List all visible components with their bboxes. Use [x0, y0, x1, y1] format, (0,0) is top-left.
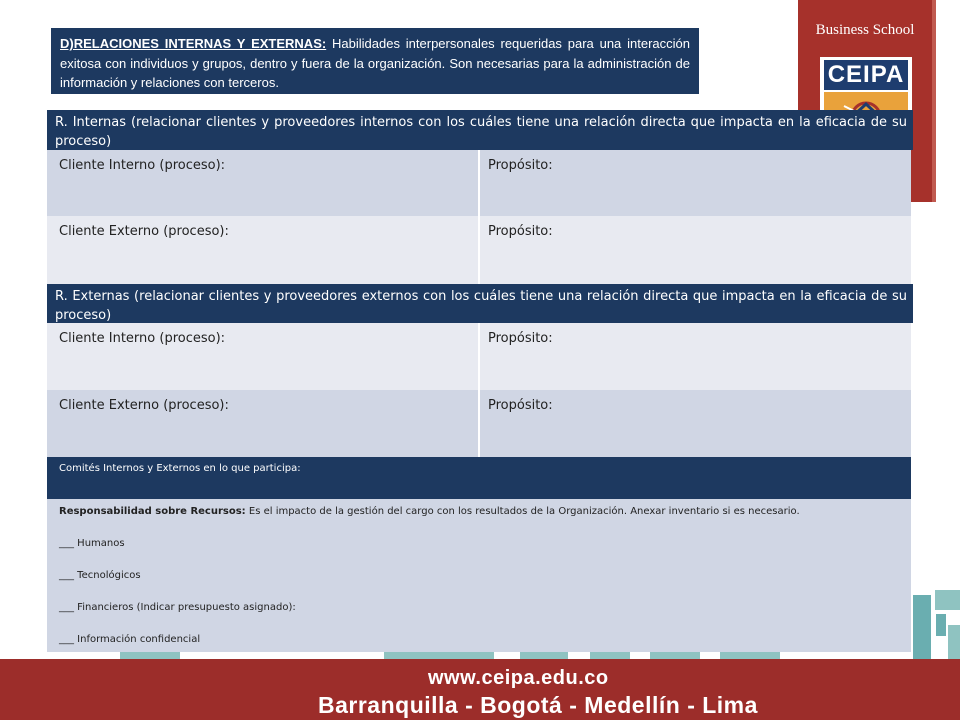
- section-title: D)RELACIONES INTERNAS Y EXTERNAS:: [60, 36, 327, 51]
- table-row: [47, 150, 911, 216]
- responsabilidad-text: Es el impacto de la gestión del cargo con los resultados de la Organización. Anexar inventario si es necesario.: [248, 506, 800, 517]
- cliente-externo-field[interactable]: Cliente Externo (proceso):: [47, 216, 480, 284]
- section-description-text: Habilidades interpersonales requeridas para una interacción exitosa con individuos y grupos, dentro y fuera de la organización. Son necesarias para la administración de información y relaciones con terceros.: [60, 36, 690, 90]
- decorative-block: [935, 590, 960, 610]
- externas-header: R. Externas (relacionar clientes y proveedores externos con los cuáles tiene una relación directa que impacta en la eficacia de su proceso): [47, 284, 913, 323]
- decorative-block: [948, 625, 960, 659]
- footer: [0, 659, 960, 720]
- footer-url[interactable]: www.ceipa.edu.co: [428, 667, 609, 689]
- internas-header: R. Internas (relacionar clientes y proveedores internos con los cuáles tiene una relación directa que impacta en la eficacia de su proceso): [47, 110, 913, 150]
- responsabilidad-title: Responsabilidad sobre Recursos:: [59, 506, 246, 517]
- table-row: [47, 216, 911, 284]
- responsabilidad-intro: [59, 505, 899, 537]
- logo-text: CEIPA: [824, 60, 908, 90]
- proposito-field[interactable]: Propósito:: [488, 158, 553, 173]
- table-row: [47, 390, 911, 457]
- responsabilidad-section: [47, 499, 911, 652]
- panel-stripe-accent: [932, 0, 936, 202]
- cliente-interno-field[interactable]: Cliente Interno (proceso):: [47, 323, 480, 390]
- resource-item-financieros[interactable]: ___ Financieros (Indicar presupuesto asignado):: [59, 602, 296, 613]
- cliente-interno-field[interactable]: Cliente Interno (proceso):: [47, 150, 480, 216]
- brand-tagline: Business School: [815, 22, 915, 38]
- proposito-field[interactable]: Propósito:: [488, 331, 553, 346]
- cliente-externo-field[interactable]: Cliente Externo (proceso):: [47, 390, 480, 457]
- panel-stripe: [932, 0, 960, 202]
- table-row: [47, 323, 911, 390]
- comites-field[interactable]: Comités Internos y Externos en lo que participa:: [47, 457, 911, 499]
- decorative-block: [913, 595, 931, 659]
- section-description: [51, 28, 699, 94]
- resource-item-informacion[interactable]: ___ Información confidencial: [59, 634, 201, 645]
- proposito-field[interactable]: Propósito:: [488, 398, 553, 413]
- decorative-block: [936, 614, 946, 636]
- footer-cities: Barranquilla - Bogotá - Medellín - Lima: [318, 692, 758, 718]
- proposito-field[interactable]: Propósito:: [488, 224, 553, 239]
- resource-item-humanos[interactable]: ___ Humanos: [59, 538, 125, 549]
- resource-item-tecnologicos[interactable]: ___ Tecnológicos: [59, 570, 141, 581]
